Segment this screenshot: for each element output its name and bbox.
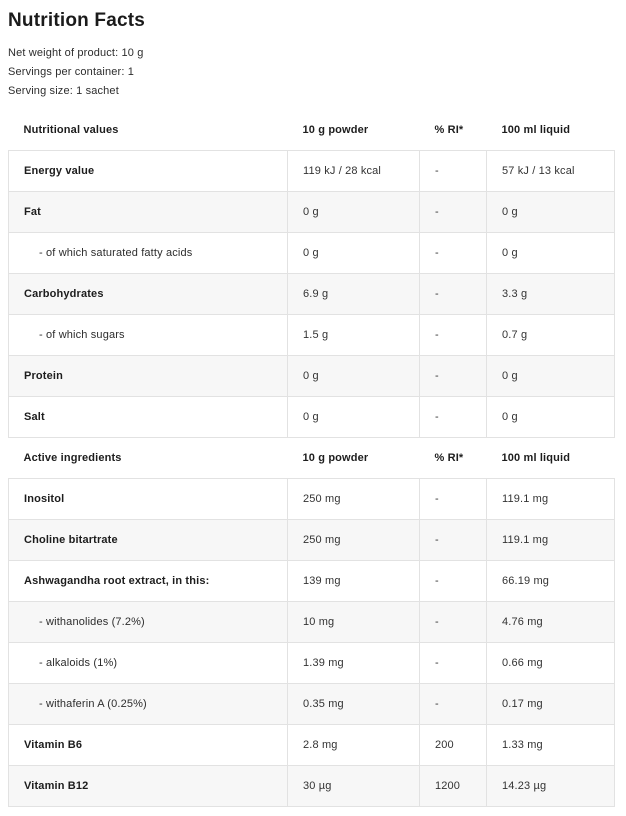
value-powder-cell: 0 g bbox=[288, 356, 420, 397]
column-header-row bbox=[9, 438, 615, 479]
value-liquid-cell: 119.1 mg bbox=[487, 479, 615, 520]
table-row bbox=[9, 315, 615, 356]
column-header: 10 g powder bbox=[288, 438, 420, 479]
column-header: Nutritional values bbox=[9, 110, 288, 151]
table-row bbox=[9, 479, 615, 520]
column-header: 100 ml liquid bbox=[487, 438, 615, 479]
value-liquid-cell: 1.33 mg bbox=[487, 725, 615, 766]
column-header: 10 g powder bbox=[288, 110, 420, 151]
value-ri-cell: - bbox=[420, 602, 487, 643]
value-ri-cell: - bbox=[420, 356, 487, 397]
value-powder-cell: 30 µg bbox=[288, 766, 420, 807]
value-liquid-cell: 0 g bbox=[487, 397, 615, 438]
value-powder-cell: 0 g bbox=[288, 192, 420, 233]
value-ri-cell: - bbox=[420, 643, 487, 684]
column-header: 100 ml liquid bbox=[487, 110, 615, 151]
row-label-cell: Carbohydrates bbox=[9, 274, 288, 315]
row-label-cell: Vitamin B12 bbox=[9, 766, 288, 807]
table-row bbox=[9, 561, 615, 602]
value-ri-cell: - bbox=[420, 520, 487, 561]
row-label-cell: Inositol bbox=[9, 479, 288, 520]
table-row bbox=[9, 725, 615, 766]
row-label-cell: Salt bbox=[9, 397, 288, 438]
value-ri-cell: - bbox=[420, 684, 487, 725]
value-powder-cell: 0 g bbox=[288, 233, 420, 274]
value-powder-cell: 2.8 mg bbox=[288, 725, 420, 766]
value-powder-cell: 250 mg bbox=[288, 479, 420, 520]
value-liquid-cell: 119.1 mg bbox=[487, 520, 615, 561]
table-row bbox=[9, 643, 615, 684]
value-powder-cell: 0 g bbox=[288, 397, 420, 438]
value-liquid-cell: 0.66 mg bbox=[487, 643, 615, 684]
value-ri-cell: - bbox=[420, 192, 487, 233]
table-row bbox=[9, 356, 615, 397]
value-liquid-cell: 66.19 mg bbox=[487, 561, 615, 602]
value-ri-cell: - bbox=[420, 233, 487, 274]
table-row bbox=[9, 766, 615, 807]
value-powder-cell: 10 mg bbox=[288, 602, 420, 643]
value-liquid-cell: 0 g bbox=[487, 233, 615, 274]
table-row bbox=[9, 151, 615, 192]
table-row bbox=[9, 233, 615, 274]
value-liquid-cell: 4.76 mg bbox=[487, 602, 615, 643]
column-header: % RI* bbox=[420, 438, 487, 479]
value-powder-cell: 1.5 g bbox=[288, 315, 420, 356]
value-liquid-cell: 0 g bbox=[487, 356, 615, 397]
row-label-cell: Protein bbox=[9, 356, 288, 397]
row-label-cell: Energy value bbox=[9, 151, 288, 192]
value-ri-cell: 200 bbox=[420, 725, 487, 766]
nutrition-tables bbox=[8, 110, 615, 807]
value-liquid-cell: 14.23 µg bbox=[487, 766, 615, 807]
product-meta bbox=[8, 44, 615, 101]
table-row bbox=[9, 602, 615, 643]
nutritional-values-table bbox=[8, 110, 615, 438]
row-label-cell: - withaferin A (0.25%) bbox=[9, 684, 288, 725]
net-weight-line: Net weight of product: 10 g bbox=[8, 47, 144, 59]
column-header: % RI* bbox=[420, 110, 487, 151]
row-label-cell: Choline bitartrate bbox=[9, 520, 288, 561]
row-label-cell: Vitamin B6 bbox=[9, 725, 288, 766]
value-ri-cell: - bbox=[420, 151, 487, 192]
value-powder-cell: 119 kJ / 28 kcal bbox=[288, 151, 420, 192]
value-powder-cell: 1.39 mg bbox=[288, 643, 420, 684]
value-liquid-cell: 57 kJ / 13 kcal bbox=[487, 151, 615, 192]
value-ri-cell: - bbox=[420, 397, 487, 438]
column-header-row bbox=[9, 110, 615, 151]
table-row bbox=[9, 684, 615, 725]
value-powder-cell: 139 mg bbox=[288, 561, 420, 602]
value-ri-cell: - bbox=[420, 315, 487, 356]
value-ri-cell: - bbox=[420, 479, 487, 520]
table-row bbox=[9, 397, 615, 438]
row-label-cell: - withanolides (7.2%) bbox=[9, 602, 288, 643]
value-liquid-cell: 0.17 mg bbox=[487, 684, 615, 725]
table-row bbox=[9, 192, 615, 233]
value-liquid-cell: 0.7 g bbox=[487, 315, 615, 356]
value-ri-cell: - bbox=[420, 561, 487, 602]
table-row bbox=[9, 520, 615, 561]
value-powder-cell: 6.9 g bbox=[288, 274, 420, 315]
row-label-cell: - of which saturated fatty acids bbox=[9, 233, 288, 274]
active-ingredients-table bbox=[8, 438, 615, 807]
value-ri-cell: - bbox=[420, 274, 487, 315]
row-label-cell: - alkaloids (1%) bbox=[9, 643, 288, 684]
column-header: Active ingredients bbox=[9, 438, 288, 479]
value-powder-cell: 250 mg bbox=[288, 520, 420, 561]
row-label-cell: Fat bbox=[9, 192, 288, 233]
value-liquid-cell: 3.3 g bbox=[487, 274, 615, 315]
value-ri-cell: 1200 bbox=[420, 766, 487, 807]
serving-size-line: Serving size: 1 sachet bbox=[8, 85, 119, 97]
value-liquid-cell: 0 g bbox=[487, 192, 615, 233]
page-title: Nutrition Facts bbox=[8, 10, 146, 31]
row-label-cell: Ashwagandha root extract, in this: bbox=[9, 561, 288, 602]
value-powder-cell: 0.35 mg bbox=[288, 684, 420, 725]
row-label-cell: - of which sugars bbox=[9, 315, 288, 356]
servings-per-container-line: Servings per container: 1 bbox=[8, 66, 135, 78]
table-row bbox=[9, 274, 615, 315]
